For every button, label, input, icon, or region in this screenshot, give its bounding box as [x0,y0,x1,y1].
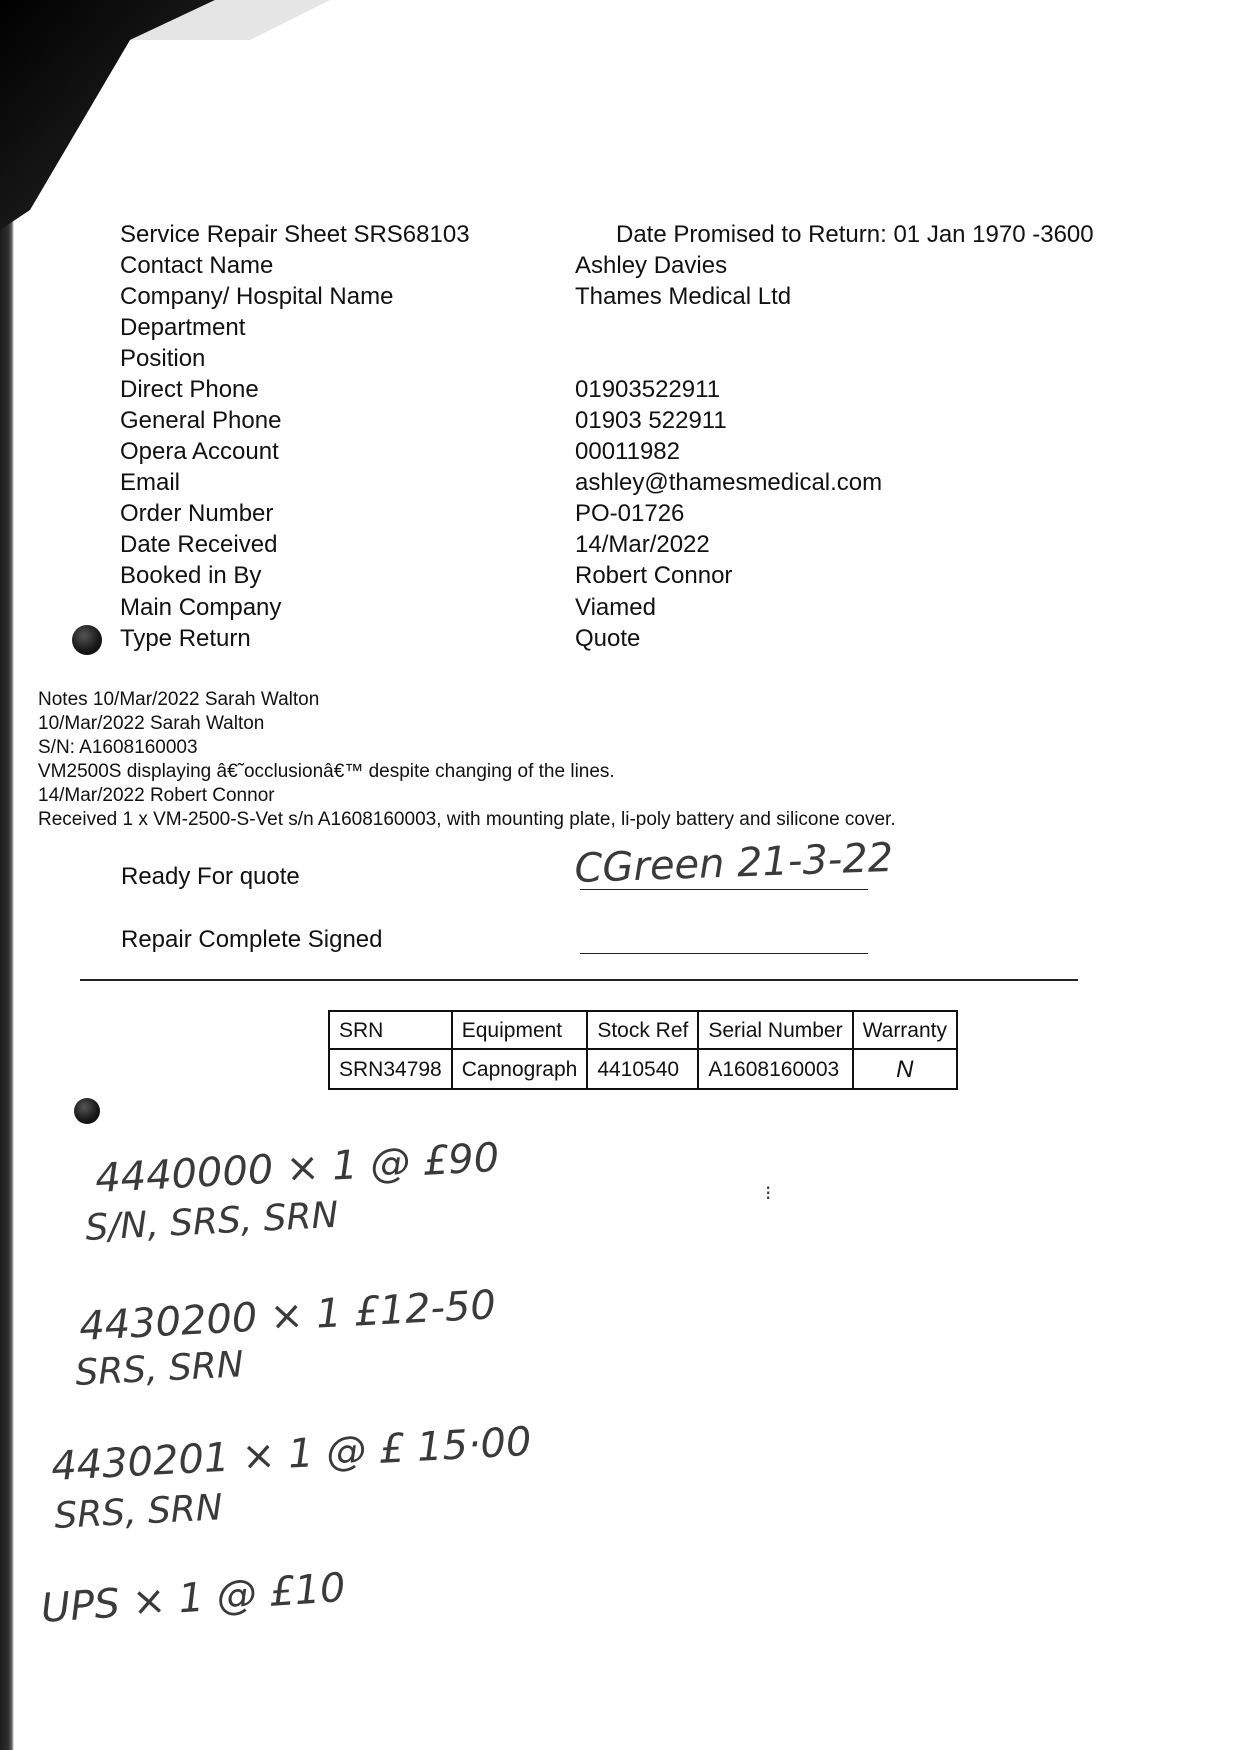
cell-serial-number: A1608160003 [698,1049,852,1089]
field-value-company: Thames Medical Ltd [575,283,792,310]
sheet-title: Service Repair Sheet SRS68103 [120,221,470,248]
section-divider [80,979,1078,981]
cell-stock-ref: 4410540 [587,1049,698,1089]
handwritten-item-line: 4430201 × 1 @ £ 15·00 [50,1418,533,1490]
field-value-date-received: 14/Mar/2022 [575,531,710,558]
cell-equipment: Capnograph [452,1049,588,1089]
header-serial-number: Serial Number [698,1011,852,1049]
handwritten-item-line: S/N, SRS, SRN [84,1194,340,1249]
header-srn: SRN [329,1011,452,1049]
field-label-position: Position [120,345,206,372]
stray-mark: ⁝ [765,1181,772,1205]
handwritten-item-line: SRS, SRN [53,1487,224,1537]
field-value-contact-name: Ashley Davies [575,252,728,279]
notes-line: 14/Mar/2022 Robert Connor [38,785,275,806]
field-label-direct-phone: Direct Phone [120,376,259,403]
field-value-main-company: Viamed [575,594,656,621]
notes-line: VM2500S displaying â€˜occlusionâ€™ despite changing of the lines. [38,761,615,782]
notes-line: Notes 10/Mar/2022 Sarah Walton [38,689,320,710]
cell-warranty: N [853,1049,957,1089]
notes-line: S/N: A1608160003 [38,737,198,758]
handwritten-item-line: 4430200 × 1 £12-50 [78,1282,497,1350]
field-value-type-return: Quote [575,625,641,652]
field-label-opera-account: Opera Account [120,438,279,465]
ready-for-quote-label: Ready For quote [121,863,300,890]
field-label-date-received: Date Received [120,531,278,558]
field-label-contact-name: Contact Name [120,252,274,279]
equipment-table [328,1010,958,1090]
notes-line: 10/Mar/2022 Sarah Walton [38,713,265,734]
header-warranty: Warranty [853,1011,957,1049]
field-label-main-company: Main Company [120,594,282,621]
notes-line: Received 1 x VM-2500-S-Vet s/n A1608160003, with mounting plate, li-poly battery and silicone cover. [38,809,896,830]
cell-srn: SRN34798 [329,1049,452,1089]
punch-hole [72,625,102,655]
field-label-order-number: Order Number [120,500,274,527]
header-stock-ref: Stock Ref [587,1011,698,1049]
punch-hole [74,1098,100,1124]
field-label-email: Email [120,469,181,496]
handwritten-item-line: SRS, SRN [74,1344,245,1394]
field-label-department: Department [120,314,246,341]
field-label-general-phone: General Phone [120,407,282,434]
field-value-order-number: PO-01726 [575,500,685,527]
repair-complete-label: Repair Complete Signed [121,926,383,953]
field-value-general-phone: 01903 522911 [575,407,727,434]
field-value-booked-in-by: Robert Connor [575,562,733,589]
scan-edge [0,0,14,1750]
ready-signature-line [580,889,868,890]
repair-complete-signature-line [580,953,868,954]
table-header-row [329,1011,957,1049]
field-value-direct-phone: 01903522911 [575,376,721,403]
field-label-company: Company/ Hospital Name [120,283,394,310]
field-label-booked-in-by: Booked in By [120,562,262,589]
field-label-type-return: Type Return [120,625,251,652]
notes-block [38,688,896,832]
handwritten-item-line: UPS × 1 @ £10 [39,1564,347,1632]
date-promised: Date Promised to Return: 01 Jan 1970 -3600 [616,221,1094,248]
folded-corner-shadow [0,0,380,230]
field-value-opera-account: 00011982 [575,438,680,465]
handwritten-signature: CGreen 21-3-22 [573,834,894,892]
field-value-email: ashley@thamesmedical.com [575,469,883,496]
header-equipment: Equipment [452,1011,588,1049]
handwritten-item-line: 4440000 × 1 @ £90 [94,1134,501,1202]
table-row [329,1049,957,1089]
